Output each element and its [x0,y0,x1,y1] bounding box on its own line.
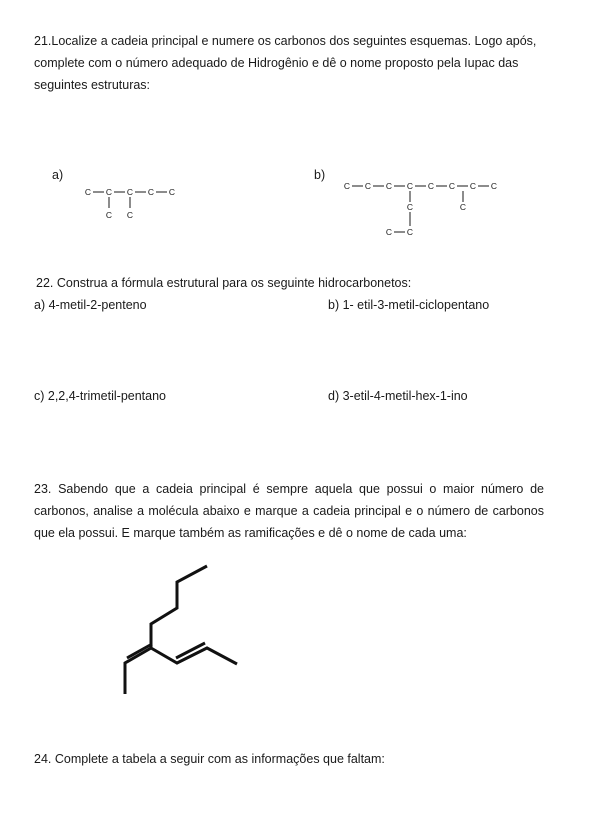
q22-statement: 22. Construa a fórmula estrutural para os seguinte hidrocarbonetos: [36,276,412,290]
atom-c: C [406,227,414,237]
atom-c: C [469,181,477,191]
q22-item-d: d) 3-etil-4-metil-hex-1-ino [328,389,468,403]
q22-item-c: c) 2,2,4-trimetil-pentano [34,389,167,403]
atom-c: C [126,210,134,220]
q22-item-a: a) 4-metil-2-penteno [34,298,147,312]
atom-c: C [406,202,414,212]
q24-statement: 24. Complete a tabela a seguir com as informações que faltam: [34,752,385,766]
q21-structure-a [80,180,200,230]
q23-skeletal-molecule [115,560,245,700]
q21-structure-b [338,174,508,244]
atom-c: C [385,181,393,191]
q21-label-a: a) [52,168,64,182]
q22-item-b: b) 1- etil-3-metil-ciclopentano [328,298,490,312]
atom-c: C [427,181,435,191]
q21-label-b: b) [314,168,326,182]
atom-c: C [126,187,134,197]
atom-c: C [343,181,351,191]
atom-c: C [490,181,498,191]
atom-c: C [105,210,113,220]
atom-c: C [105,187,113,197]
atom-c: C [385,227,393,237]
atom-c: C [147,187,155,197]
q21-statement: 21.Localize a cadeia principal e numere os carbonos dos seguintes esquemas. Logo após, complete com o número adequado de Hidrogênio e dê o nome proposto pela Iupac das seguintes estruturas: [34,34,537,92]
atom-c: C [448,181,456,191]
atom-c: C [364,181,372,191]
q23-statement: 23. Sabendo que a cadeia principal é sempre aquela que possui o maior número de carbonos, analise a molécula abaixo e marque a cadeia principal e o número de carbonos que ela possui. E marque também as ramificações e dê o nome de cada uma: [34,482,544,540]
atom-c: C [406,181,414,191]
atom-c: C [168,187,176,197]
atom-c: C [84,187,92,197]
atom-c: C [459,202,467,212]
